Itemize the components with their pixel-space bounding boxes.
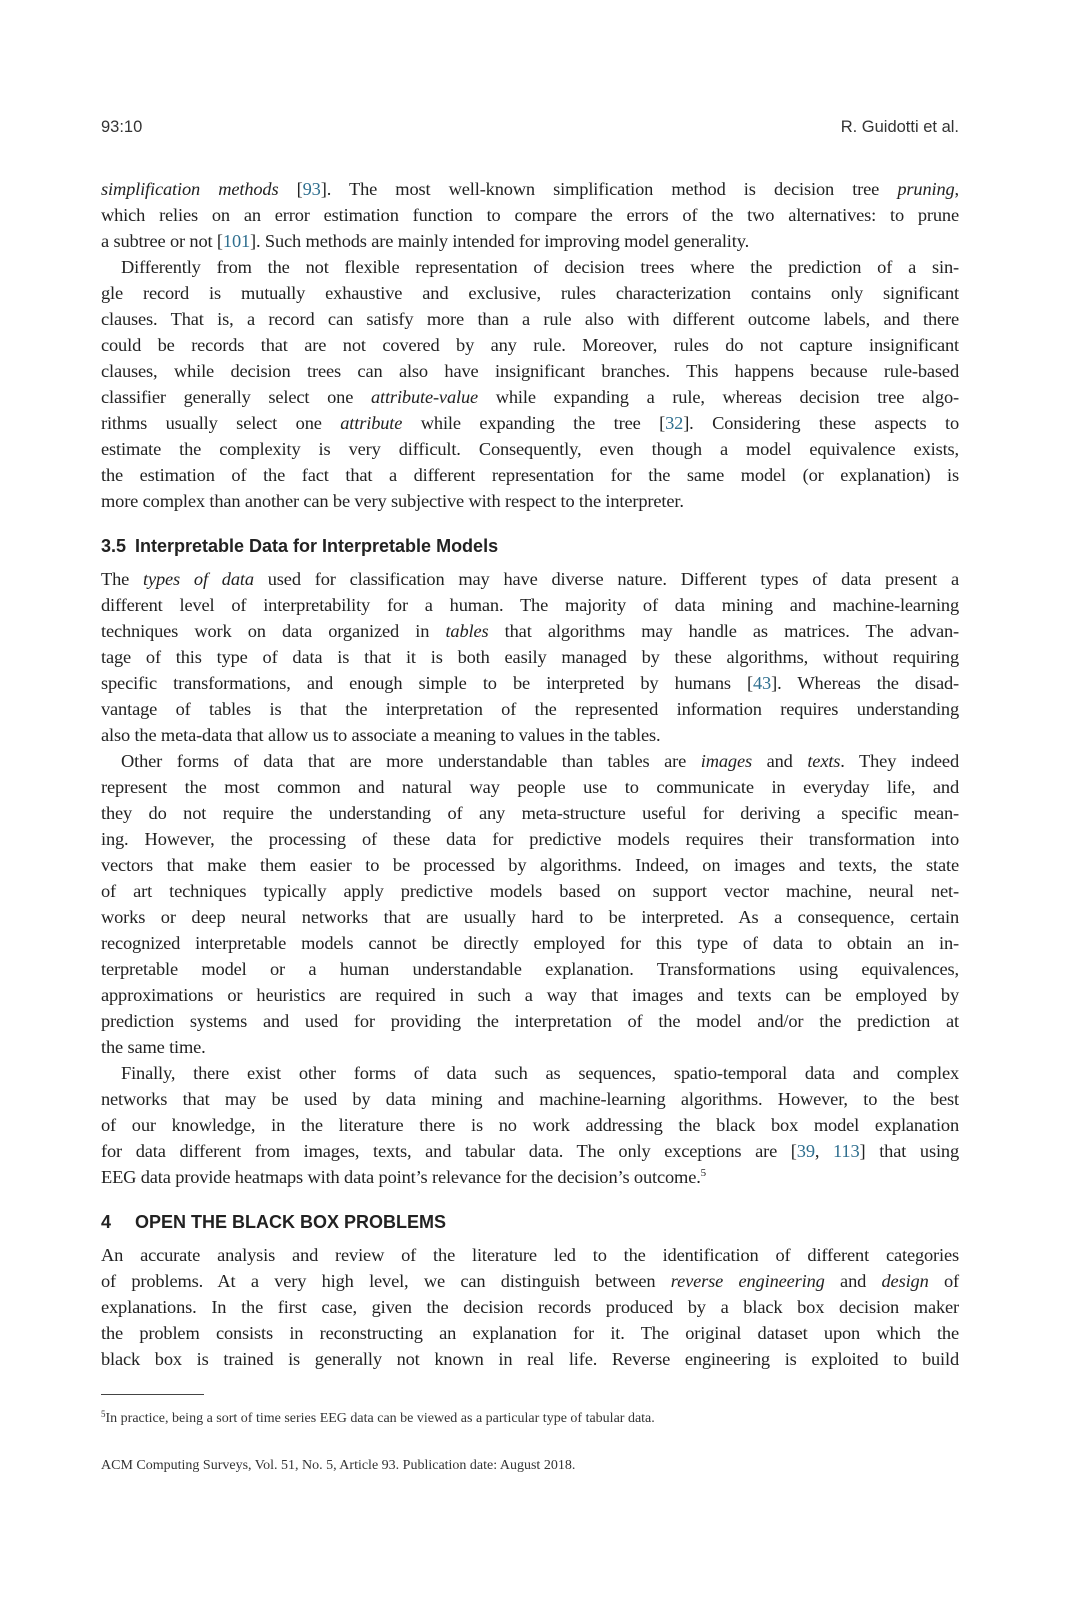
citation-link[interactable]: 101	[222, 231, 251, 251]
text-run: for data different from images, texts, and tabular data. The only exceptions are [	[101, 1141, 797, 1161]
text-line	[101, 436, 959, 462]
text-line	[101, 306, 959, 332]
text-run: Finally, there exist other forms of data such as sequences, spatio-temporal data and complex	[121, 1063, 959, 1083]
text-line	[101, 878, 959, 904]
text-line	[101, 1008, 959, 1034]
text-line	[101, 982, 959, 1008]
text-run: ing. However, the processing of these data for predictive models requires their transformation into	[101, 829, 959, 849]
footnote-text: In practice, being a sort of time series EEG data can be viewed as a particular type of tabular data.	[105, 1411, 655, 1426]
text-line	[101, 670, 959, 696]
text-run: of our knowledge, in the literature there is no work addressing the black box model explanation	[101, 1115, 959, 1135]
text-run: networks that may be used by data mining and machine-learning algorithms. However, to the best	[101, 1089, 959, 1109]
text-run: also the meta-data that allow us to associate a meaning to values in the tables.	[101, 725, 661, 745]
text-run: ]. The most well-known simplification method is decision tree	[320, 179, 898, 199]
text-run: of art techniques typically apply predictive models based on support vector machine, neural net-	[101, 881, 959, 901]
emphasis: types of data	[143, 569, 254, 589]
text-line	[101, 592, 959, 618]
text-line	[101, 930, 959, 956]
text-line	[101, 202, 959, 228]
text-run: different level of interpretability for a human. The majority of data mining and machine-learning	[101, 595, 959, 615]
text-run: ] that using	[859, 1141, 959, 1161]
text-run: vantage of tables is that the interpretation of the represented information requires understanding	[101, 699, 959, 719]
footnote-marker: 5	[101, 1409, 106, 1419]
text-line	[101, 1112, 959, 1138]
text-line	[101, 1346, 959, 1372]
text-run: which relies on an error estimation function to compare the errors of the two alternatives: to prune	[101, 205, 959, 225]
text-run: the same time.	[101, 1037, 206, 1057]
text-line	[101, 722, 959, 748]
text-run: recognized interpretable models cannot be directly employed for this type of data to obtain an in-	[101, 933, 959, 953]
text-run: used for classification may have diverse nature. Different types of data present a	[253, 569, 959, 589]
emphasis: tables	[445, 621, 489, 641]
page-number: 93:10	[101, 118, 143, 136]
text-run: . They indeed	[840, 751, 959, 771]
text-run: Other forms of data that are more understandable than tables are	[121, 751, 701, 771]
text-line	[101, 384, 959, 410]
text-run: while expanding a rule, whereas decision tree algo-	[478, 387, 959, 407]
text-run: ]. Such methods are mainly intended for improving model generality.	[250, 231, 750, 251]
running-authors: R. Guidotti et al.	[840, 118, 959, 136]
text-line	[101, 280, 959, 306]
text-run: black box is trained is generally not known in real life. Reverse engineering is exploited to build	[101, 1349, 959, 1369]
text-run: ,	[814, 1141, 834, 1161]
text-run: vectors that make them easier to be processed by algorithms. Indeed, on images and texts, the state	[101, 855, 959, 875]
text-run: The	[101, 569, 144, 589]
emphasis: simplification methods	[101, 179, 279, 199]
text-line	[101, 1268, 959, 1294]
text-line	[101, 904, 959, 930]
text-run: tage of this type of data is that it is both easily managed by these algorithms, without requiring	[101, 647, 959, 667]
journal-footer: ACM Computing Surveys, Vol. 51, No. 5, Article 93. Publication date: August 2018.	[101, 1458, 576, 1473]
text-line	[101, 826, 959, 852]
text-run: classifier generally select one	[101, 387, 371, 407]
emphasis: texts	[807, 751, 841, 771]
text-run: more complex than another can be very subjective with respect to the interpreter.	[101, 491, 684, 511]
citation-link[interactable]: 43	[753, 673, 772, 693]
text-line	[101, 618, 959, 644]
text-run: represent the most common and natural way people use to communicate in everyday life, and	[101, 777, 959, 797]
text-run: they do not require the understanding of any meta-structure useful for deriving a specific mean-	[101, 803, 959, 823]
text-run: Differently from the not flexible representation of decision trees where the prediction of a sin-	[121, 257, 959, 277]
text-line	[101, 358, 959, 384]
footnote-ref[interactable]: 5	[700, 1167, 707, 1179]
section-title: Interpretable Data for Interpretable Models	[135, 536, 499, 556]
text-run: of problems. At a very high level, we can distinguish between	[101, 1271, 671, 1291]
text-run: a subtree or not [	[101, 231, 223, 251]
text-run: terpretable model or a human understandable explanation. Transformations using equivalences,	[101, 959, 959, 979]
text-line	[101, 852, 959, 878]
text-run: An accurate analysis and review of the literature led to the identification of different categories	[101, 1245, 959, 1265]
section-number: 4	[101, 1212, 112, 1232]
emphasis: attribute-value	[370, 387, 479, 407]
text-run: of	[928, 1271, 960, 1291]
text-line	[101, 176, 959, 202]
citation-link[interactable]: 93	[302, 179, 321, 199]
text-run: prediction systems and used for providing the interpretation of the model and/or the prediction at	[101, 1011, 959, 1031]
text-line	[101, 1294, 959, 1320]
text-run: that algorithms may handle as matrices. The advan-	[488, 621, 959, 641]
text-line	[101, 748, 959, 774]
footnote-divider	[101, 1394, 204, 1395]
text-line	[101, 566, 959, 592]
text-line	[101, 956, 959, 982]
text-line	[101, 1034, 959, 1060]
text-run: techniques work on data organized in	[101, 621, 446, 641]
text-run: and	[824, 1271, 882, 1291]
text-line	[101, 462, 959, 488]
text-line	[101, 1164, 959, 1190]
text-run: [	[278, 179, 303, 199]
text-line	[101, 254, 959, 280]
citation-link[interactable]: 39	[796, 1141, 815, 1161]
section-heading-4	[101, 1209, 446, 1235]
footnote	[101, 1404, 655, 1429]
text-run: ]. Whereas the disad-	[771, 673, 959, 693]
text-run: the estimation of the fact that a different representation for the same model (or explanation) is	[101, 465, 959, 485]
text-line	[101, 1320, 959, 1346]
text-line	[101, 1086, 959, 1112]
emphasis: attribute	[340, 413, 403, 433]
text-run: works or deep neural networks that are usually hard to be interpreted. As a consequence, certain	[101, 907, 959, 927]
text-line	[101, 488, 959, 514]
text-run: could be records that are not covered by any rule. Moreover, rules do not capture insignificant	[101, 335, 959, 355]
text-run: rithms usually select one	[101, 413, 341, 433]
text-run: clauses, while decision trees can also have insignificant branches. This happens because rule-based	[101, 361, 959, 381]
text-run: specific transformations, and enough simple to be interpreted by humans [	[101, 673, 754, 693]
text-run: estimate the complexity is very difficult. Consequently, even though a model equivalence exists,	[101, 439, 959, 459]
text-run: the problem consists in reconstructing an explanation for it. The original dataset upon which the	[101, 1323, 959, 1343]
text-line	[101, 332, 959, 358]
emphasis: pruning	[897, 179, 955, 199]
text-run: EEG data provide heatmaps with data point’s relevance for the decision’s outcome.	[101, 1167, 701, 1187]
text-line	[101, 644, 959, 670]
text-run: while expanding the tree [	[402, 413, 666, 433]
section-heading-3-5	[101, 533, 498, 559]
text-run: ]. Considering these aspects to	[683, 413, 959, 433]
text-run: gle record is mutually exhaustive and exclusive, rules characterization contains only significant	[101, 283, 959, 303]
text-run: ,	[954, 179, 959, 199]
text-line	[101, 228, 959, 254]
text-run: approximations or heuristics are required in such a way that images and texts can be employed by	[101, 985, 959, 1005]
text-line	[101, 410, 959, 436]
text-line	[101, 696, 959, 722]
text-line	[101, 800, 959, 826]
text-line	[101, 1060, 959, 1086]
text-run: and	[751, 751, 808, 771]
text-run: explanations. In the first case, given the decision records produced by a black box decision maker	[101, 1297, 959, 1317]
text-line	[101, 774, 959, 800]
section-number: 3.5	[101, 536, 127, 556]
running-head	[101, 118, 959, 142]
citation-link[interactable]: 113	[833, 1141, 860, 1161]
section-title: OPEN THE BLACK BOX PROBLEMS	[135, 1212, 447, 1232]
text-line	[101, 1138, 959, 1164]
text-run: clauses. That is, a record can satisfy more than a rule also with different outcome labels, and there	[101, 309, 959, 329]
emphasis: design	[881, 1271, 929, 1291]
citation-link[interactable]: 32	[665, 413, 684, 433]
emphasis: reverse engineering	[670, 1271, 825, 1291]
text-line	[101, 1242, 959, 1268]
emphasis: images	[700, 751, 752, 771]
